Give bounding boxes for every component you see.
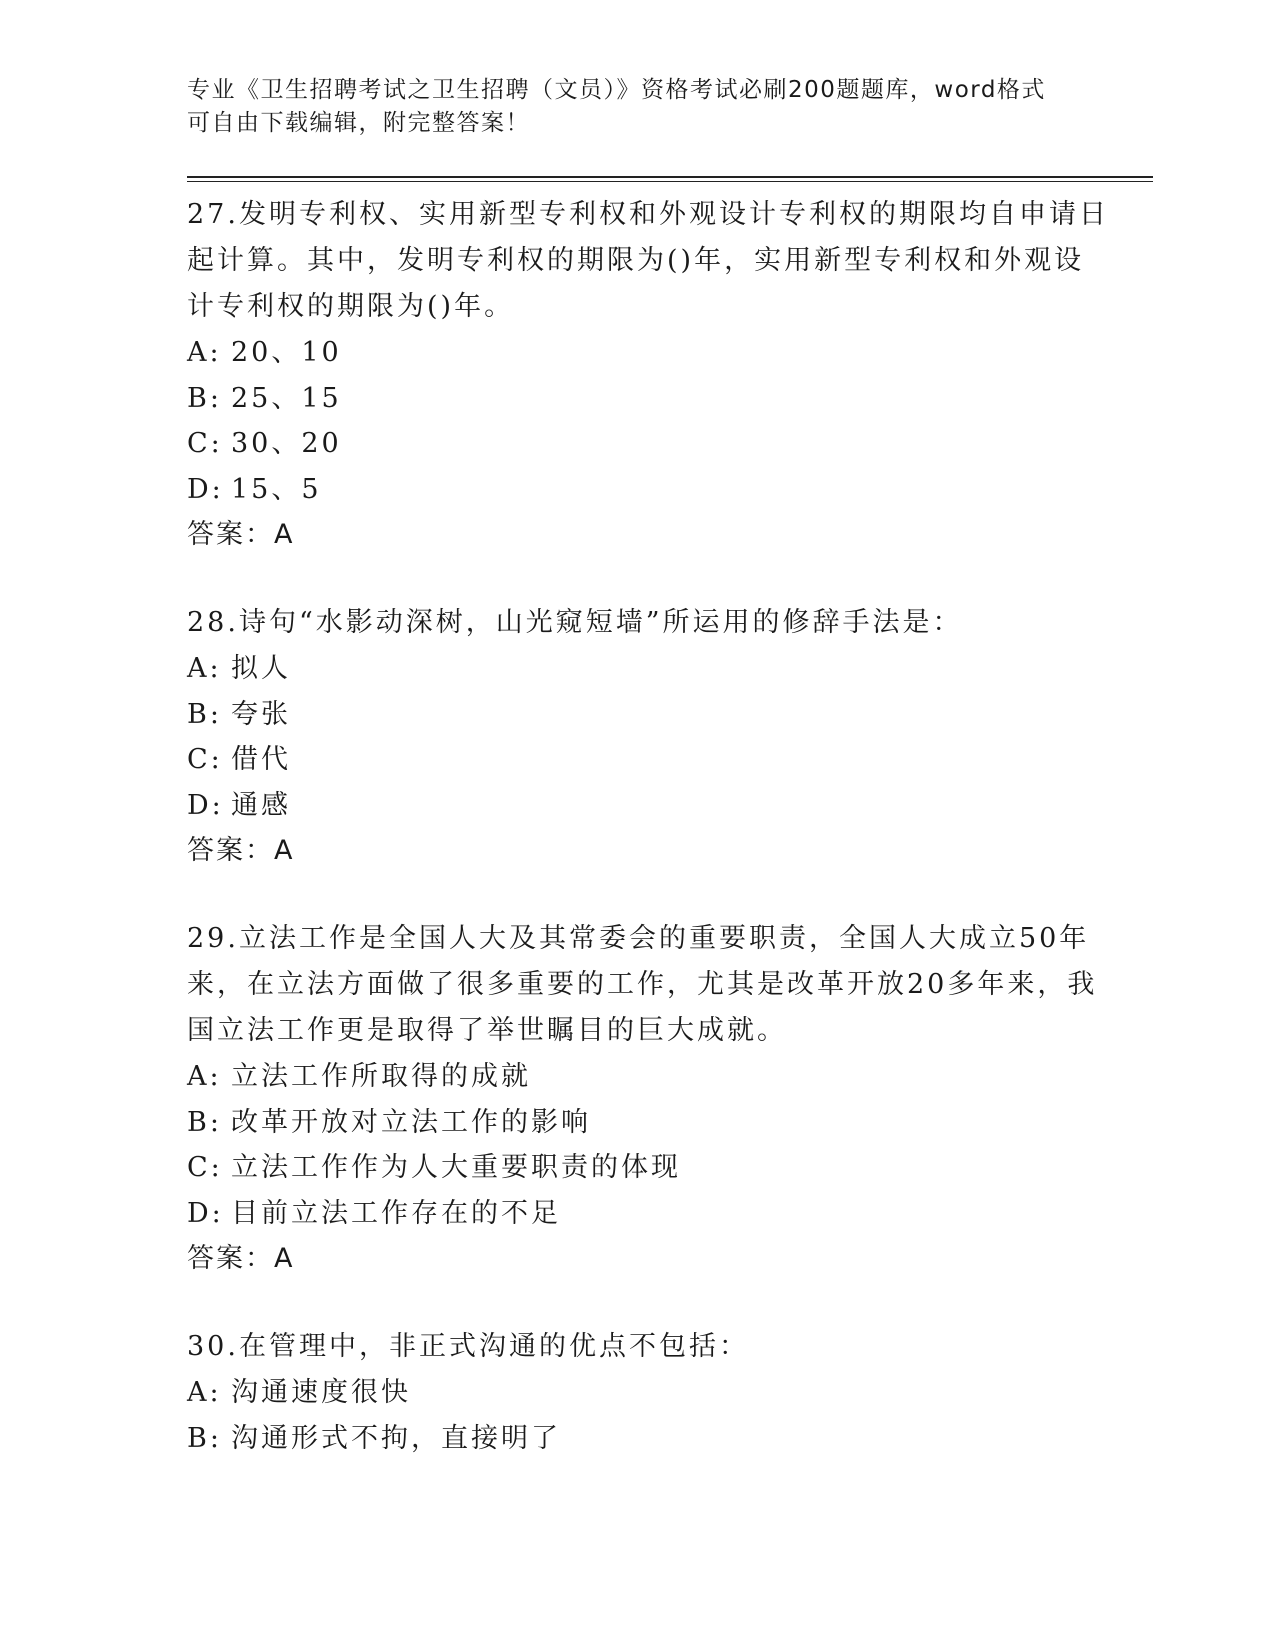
option-a	[187, 330, 1087, 376]
option-letter: B:	[187, 1422, 222, 1454]
question-stem-line: 27.发明专利权、实用新型专利权和外观设计专利权的期限均自申请日	[187, 199, 1109, 230]
option-letter: D:	[187, 473, 224, 505]
question-29	[187, 916, 1098, 1282]
header-divider-thick	[187, 176, 1153, 178]
header-line-1: 专业《卫生招聘考试之卫生招聘（文员）》资格考试必刷200题题库，word格式	[187, 77, 1046, 103]
answer-line: 答案：A	[187, 519, 295, 550]
option-letter: A:	[187, 337, 222, 368]
option-letter: D:	[187, 789, 224, 821]
option-b	[187, 1416, 1087, 1462]
question-list	[187, 192, 1109, 1503]
option-text: 15、5	[231, 473, 322, 505]
option-d	[187, 1191, 1087, 1237]
question-30	[187, 1324, 1087, 1461]
option-a	[187, 1054, 1087, 1100]
option-text: 夸张	[231, 698, 291, 730]
option-text: 拟人	[231, 653, 291, 684]
option-a	[187, 1370, 1087, 1416]
option-b	[187, 692, 1087, 738]
option-a	[187, 646, 1087, 692]
option-b	[187, 1100, 1087, 1146]
option-letter: B:	[187, 382, 222, 414]
question-stem-line: 29.立法工作是全国人大及其常委会的重要职责，全国人大成立50年	[187, 923, 1090, 954]
question-stem-line: 起计算。其中，发明专利权的期限为()年，实用新型专利权和外观设	[187, 245, 1085, 276]
answer-line: 答案：A	[187, 1243, 295, 1274]
question-stem-line: 国立法工作更是取得了举世瞩目的巨大成就。	[187, 1015, 787, 1046]
option-letter: A:	[187, 1377, 222, 1408]
option-text: 改革开放对立法工作的影响	[231, 1106, 591, 1138]
question-27	[187, 192, 1109, 558]
option-letter: A:	[187, 653, 222, 684]
option-letter: C:	[187, 744, 223, 775]
option-c	[187, 1145, 1087, 1191]
option-b	[187, 376, 1087, 422]
option-letter: D:	[187, 1197, 224, 1229]
document-header	[187, 74, 1067, 140]
option-text: 20、10	[231, 337, 342, 368]
option-d	[187, 783, 1087, 829]
option-text: 25、15	[231, 382, 342, 414]
option-d	[187, 467, 1087, 513]
option-c	[187, 737, 1087, 783]
question-stem-line: 来，在立法方面做了很多重要的工作，尤其是改革开放20多年来，我	[187, 969, 1098, 1000]
option-text: 30、20	[231, 428, 342, 459]
question-stem-line: 30.在管理中，非正式沟通的优点不包括：	[187, 1331, 749, 1362]
answer-line: 答案：A	[187, 835, 295, 866]
option-text: 立法工作所取得的成就	[231, 1061, 531, 1092]
option-text: 立法工作作为人大重要职责的体现	[231, 1152, 681, 1183]
option-letter: B:	[187, 698, 222, 730]
option-text: 目前立法工作存在的不足	[231, 1197, 561, 1229]
option-text: 通感	[231, 789, 291, 821]
header-divider-thin	[187, 181, 1153, 182]
option-letter: C:	[187, 1152, 223, 1183]
option-letter: B:	[187, 1106, 222, 1138]
option-letter: C:	[187, 428, 223, 459]
option-text: 沟通速度很快	[231, 1377, 411, 1408]
option-letter: A:	[187, 1061, 222, 1092]
option-text: 沟通形式不拘，直接明了	[231, 1422, 561, 1454]
question-stem-line: 28.诗句“水影动深树，山光窥短墙”所运用的修辞手法是：	[187, 607, 963, 638]
option-text: 借代	[231, 744, 291, 775]
header-line-2: 可自由下载编辑，附完整答案！	[187, 110, 530, 136]
question-28	[187, 600, 1087, 874]
option-c	[187, 421, 1087, 467]
question-stem-line: 计专利权的期限为()年。	[187, 291, 515, 322]
